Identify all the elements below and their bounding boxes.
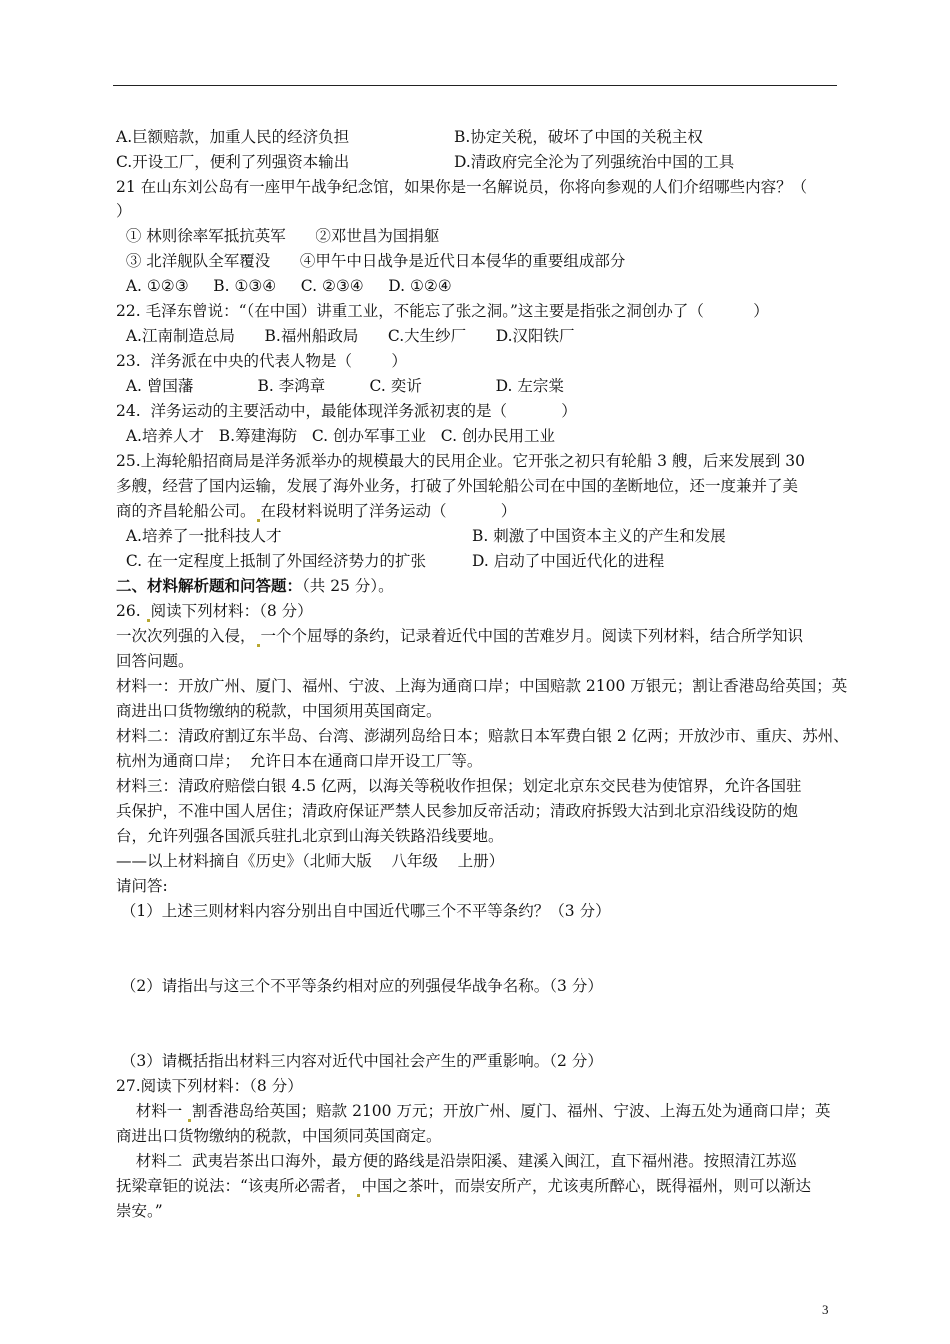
q26-material-3-line-1: 材料三：清政府赔偿白银 4.5 亿两，以海关等税收作担保；划定北京东交民巷为使馆界，允许各国驻 [116,777,802,795]
q21-options: A. ①②③ B. ①③④ C. ②③④ D. ①②④ [116,277,452,295]
q20-option-a: A.巨额赔款，加重人民的经济负担 [116,128,350,146]
q27-material-1-label: 材料一 [116,1102,183,1120]
q27-material-2-line-1: 材料二 武夷岩茶出口海外，最方便的路线是沿崇阳溪、建溪入闽江，直下福州港。按照清江苏巡 [116,1152,797,1170]
dot-mark [257,644,260,647]
q26-ask: 请问答: [116,877,168,895]
q27-material-1-text: 割香港岛给英国；赔款 2100 万元；开放广州、厦门、福州、宁波、上海五处为通商口岸；英 [192,1102,831,1120]
section-2-title: 二、材料解析题和问答题： [116,576,303,595]
q27-material-2-line-3: 崇安。” [116,1202,163,1220]
q24-options: A.培养人才 B.筹建海防 C. 创办军事工业 C. 创办民用工业 [116,427,555,445]
q25-line-3a: 商的齐昌轮船公司。 [116,502,256,520]
q25-option-d: D. 启动了中国近代化的进程 [472,552,665,570]
q25-line-3b: 在段材料说明了洋务运动（ ） [260,502,517,520]
q27-title: 27.阅读下列材料：（8 分） [116,1077,303,1095]
section-2-score: （共 25 分）。 [302,577,394,595]
q26-intro-1 [116,626,803,647]
q20-option-c: C.开设工厂，便利了列强资本输出 [116,153,350,171]
q25-option-b: B. 刺激了中国资本主义的产生和发展 [472,527,726,545]
q26-source: ——以上材料摘自《历史》（北师大版 八年级 上册） [116,852,505,870]
q20-option-b: B.协定关税，破坏了中国的关税主权 [454,128,703,146]
q26-intro-1a: 一次次列强的入侵， [116,627,256,645]
q23-options: A. 曾国藩 B. 李鸿章 C. 奕䜣 D. 左宗棠 [116,377,564,395]
q26-intro-2: 回答问题。 [116,652,194,670]
q26-part-2: （2）请指出与这三个不平等条约相对应的列强侵华战争名称。（3 分） [116,977,603,995]
q26-part-1: （1）上述三则材料内容分别出自中国近代哪三个不平等条约？（3 分） [116,902,611,920]
q22-stem: 22. 毛泽东曾说：“（在中国）讲重工业，不能忘了张之洞。”这主要是指张之洞创办了（ ） [116,302,769,320]
q26-material-3-line-2: 兵保护，不准中国人居住；清政府保证严禁人民参加反帝活动；清政府拆毁大沽到北京沿线设防的炮 [116,802,799,820]
q25-line-1: 25.上海轮船招商局是洋务派举办的规模最大的民用企业。它开张之初只有轮船 3 艘，后来发展到 30 [116,452,806,470]
q25-option-c: C. 在一定程度上抵制了外国经济势力的扩张 [116,552,427,570]
q21-stem: 21 在山东刘公岛有一座甲午战争纪念馆，如果你是一名解说员，你将向参观的人们介绍哪些内容？（ [116,178,808,196]
page-number: 3 [822,1302,829,1317]
q21-stem-cont: ） [116,202,132,220]
q24-stem: 24. 洋务运动的主要活动中，最能体现洋务派初衷的是（ ） [116,402,577,420]
q26-number: 26. [116,602,141,620]
q26-title [116,601,313,622]
header-rule [113,85,837,86]
q27-material-2-line-2 [116,1176,811,1197]
q26-material-2-line-1: 材料二：清政府割辽东半岛、台湾、澎湖列岛给日本；赔款日本军费白银 2 亿两；开放沙市、重庆、苏州、 [116,727,849,745]
q26-material-1-line-2: 商进出口货物缴纳的税款，中国须用英国商定。 [116,702,442,720]
dot-mark [357,1194,360,1197]
q20-option-d: D.清政府完全沦为了列强统治中国的工具 [454,153,735,171]
q27-material-2-line-2a: 抚梁章钜的说法：“该夷所必需者， [116,1177,357,1195]
q26-material-2-line-2: 杭州为通商口岸； 允许日本在通商口岸开设工厂等。 [116,752,483,770]
q27-material-2-line-2b: 中国之茶叶，而崇安所产，尤该夷所醉心，既得福州，则可以渐达 [361,1177,811,1195]
q22-options: A.江南制造总局 B.福州船政局 C.大生纱厂 D.汉阳铁厂 [116,327,575,345]
q25-line-3 [116,501,516,522]
q27-material-1-line-1 [116,1101,830,1122]
q26-material-1-line-1: 材料一：开放广州、厦门、福州、宁波、上海为通商口岸；中国赔款 2100 万银元；割让香港岛给英国；英 [116,677,848,695]
dot-mark [188,1119,191,1122]
q25-option-a: A.培养了一批科技人才 [116,527,282,545]
q27-material-1-line-2: 商进出口货物缴纳的税款，中国须同英国商定。 [116,1127,442,1145]
q26-material-3-line-3: 台，允许列强各国派兵驻扎北京到山海关铁路沿线要地。 [116,827,504,845]
q23-stem: 23. 洋务派在中央的代表人物是（ ） [116,352,407,370]
q21-items-1: ① 林则徐率军抵抗英军 ②邓世昌为国捐躯 [116,227,440,245]
q26-intro-1b: 一个个屈辱的条约，记录着近代中国的苦难岁月。阅读下列材料，结合所学知识 [260,627,804,645]
q25-line-2: 多艘，经营了国内运输，发展了海外业务，打破了外国轮船公司在中国的垄断地位，还一度兼并了美 [116,477,799,495]
q21-items-2: ③ 北洋舰队全军覆没 ④甲午中日战争是近代日本侵华的重要组成部分 [116,252,626,270]
section-2-heading [116,576,394,596]
dot-mark [147,619,150,622]
q26-part-3: （3）请概括指出材料三内容对近代中国社会产生的严重影响。（2 分） [116,1052,603,1070]
q26-title-text: 阅读下列材料：（8 分） [150,602,313,620]
dot-mark [257,519,260,522]
